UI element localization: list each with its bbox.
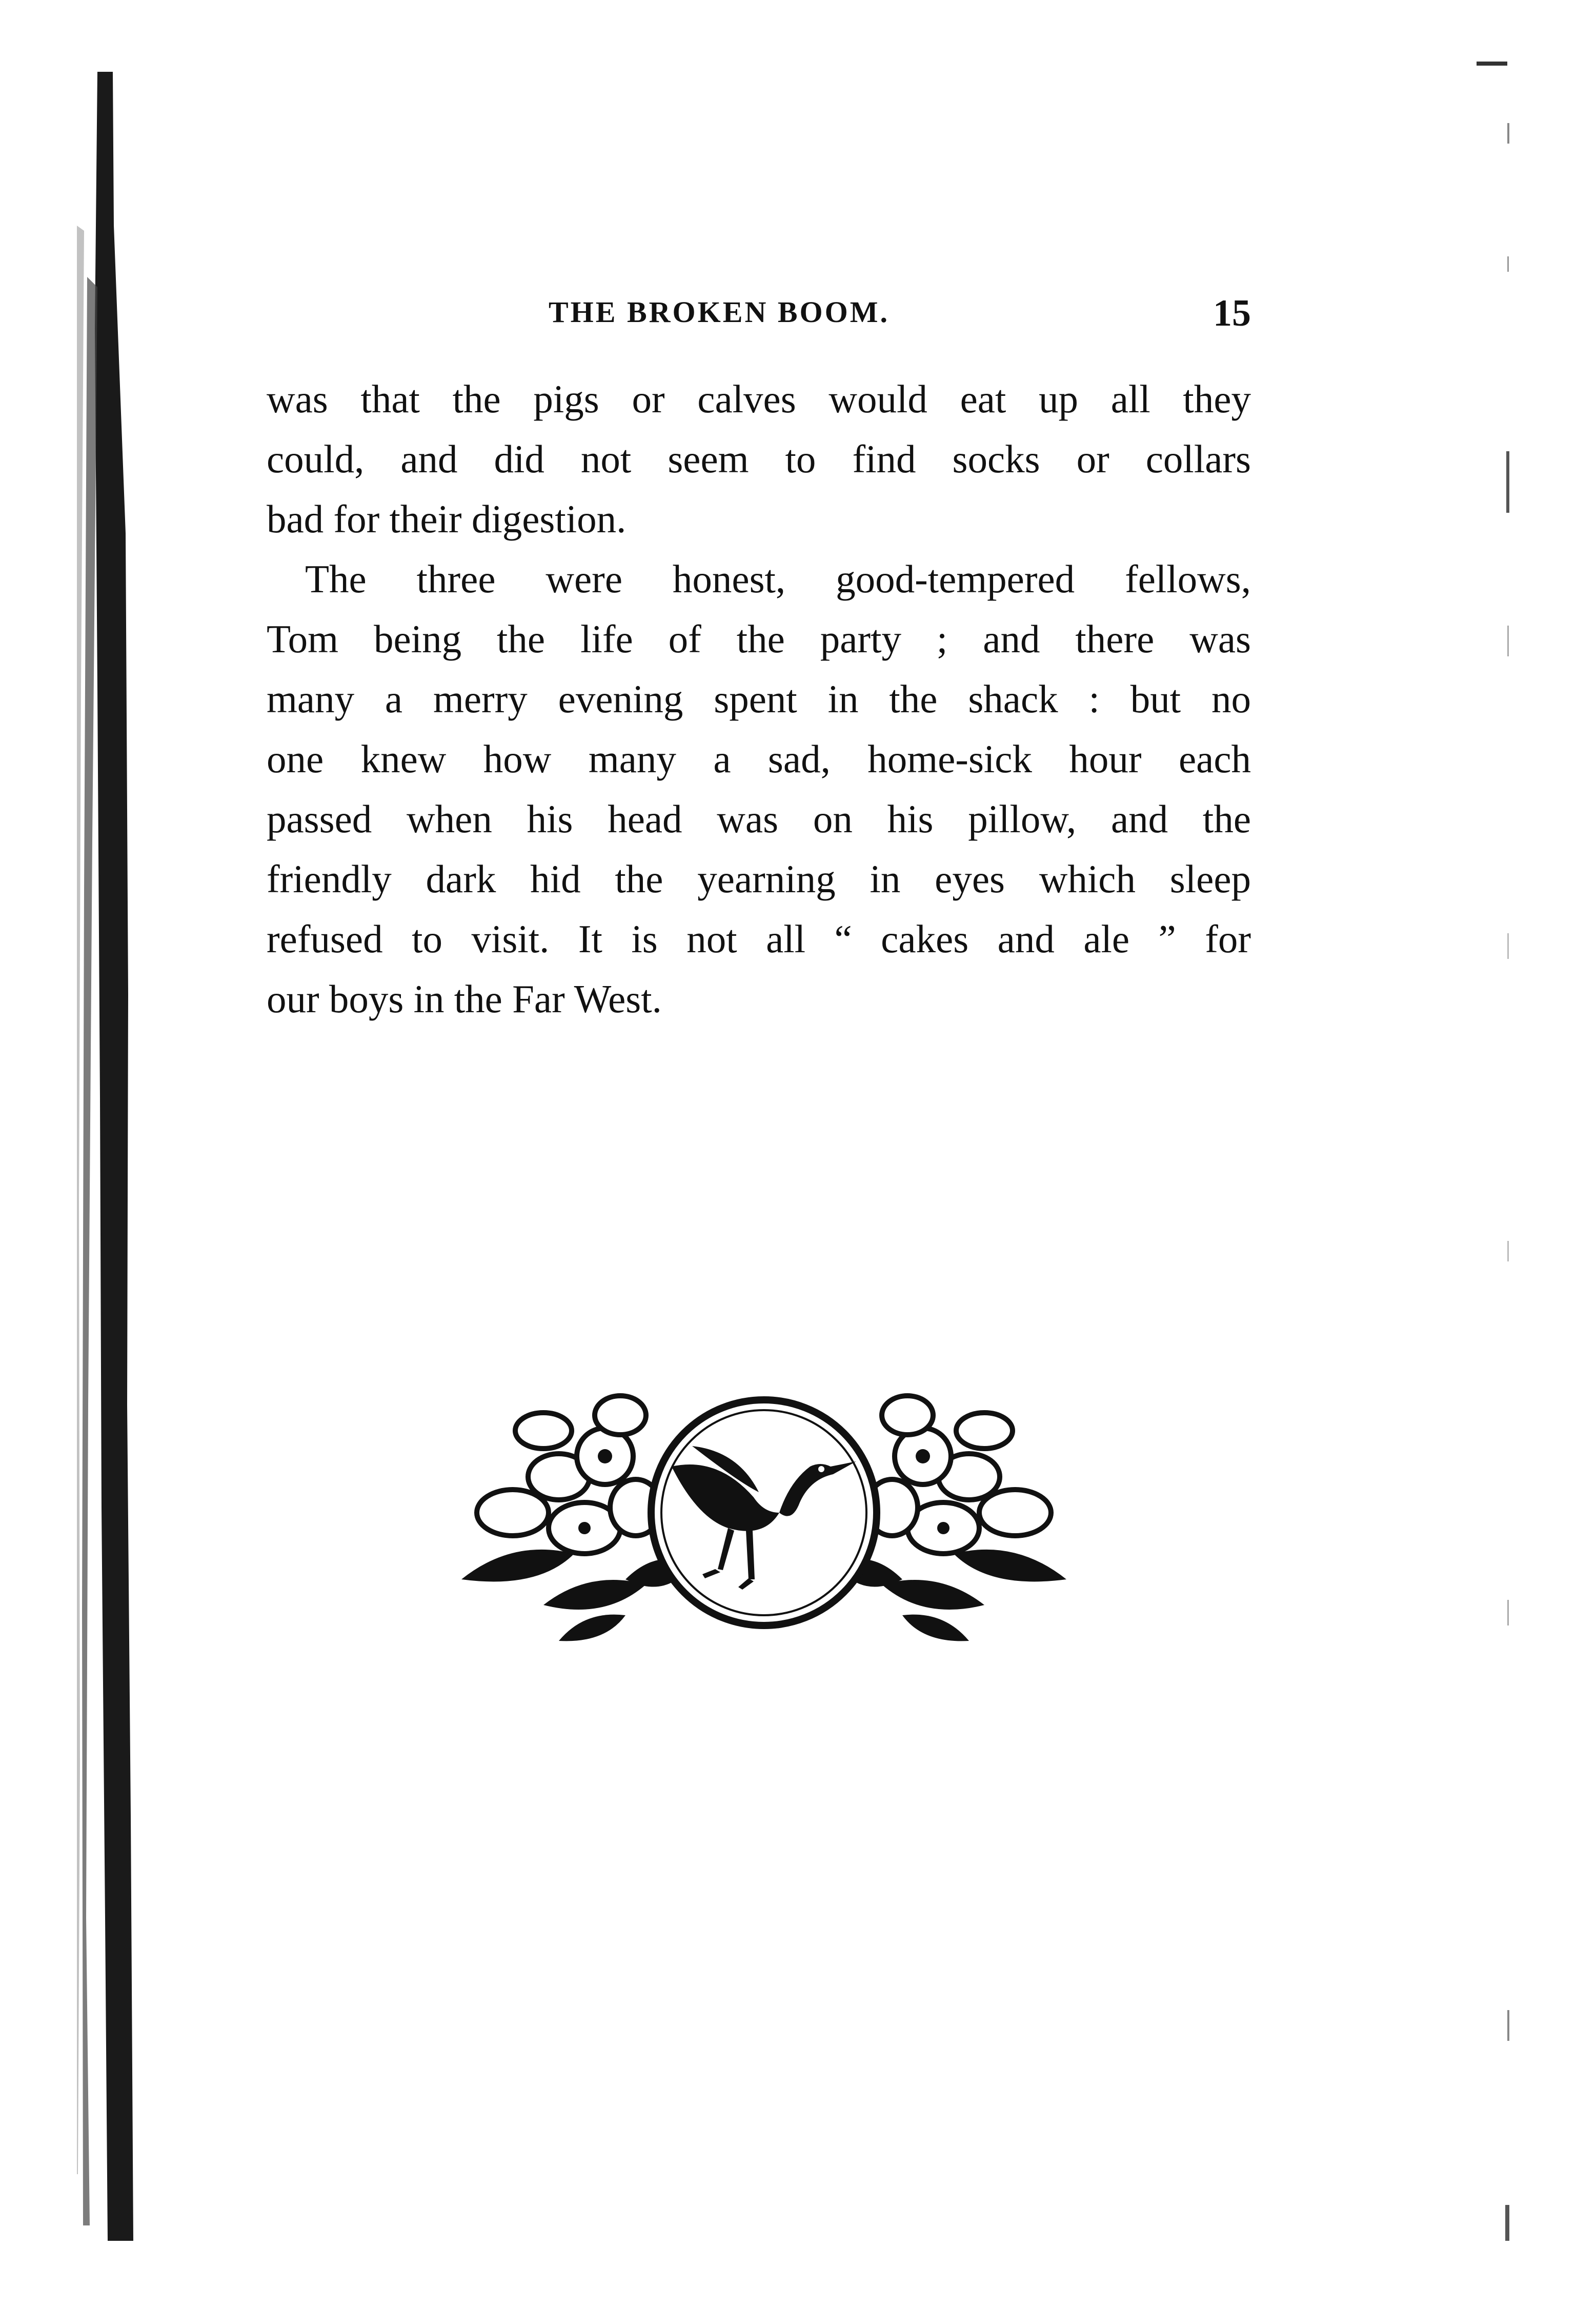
paragraph-1 (267, 369, 1251, 549)
paragraph-2 (267, 549, 1251, 1029)
text-line: could, and did not seem to find socks or collars (267, 437, 1251, 481)
text-line: friendly dark hid the yearning in eyes which sleep (267, 857, 1251, 901)
text-line: one knew how many a sad, home-sick hour each (267, 737, 1251, 781)
text-line: our boys in the Far West. (267, 977, 662, 1021)
text-line: The three were honest, good-tempered fellows, (305, 557, 1251, 601)
text-line: many a merry evening spent in the shack : but no (267, 677, 1251, 721)
page-number: 15 (1213, 292, 1251, 334)
running-title: THE BROKEN BOOM. (549, 295, 890, 329)
text-line: was that the pigs or calves would eat up all they (267, 377, 1251, 421)
text-line: refused to visit. It is not all “ cakes and ale ” for (267, 917, 1251, 961)
text-line: passed when his head was on his pillow, and the (267, 797, 1251, 841)
running-head (267, 292, 1251, 341)
right-edge-specks (1477, 62, 1538, 2266)
crane-medallion-floral-vignette-icon (451, 1384, 1077, 1646)
text-line: bad for their digestion. (267, 497, 627, 541)
binding-edge-shadow (77, 72, 138, 2241)
body-text (267, 369, 1251, 1029)
text-line: Tom being the life of the party ; and there was (267, 617, 1251, 661)
